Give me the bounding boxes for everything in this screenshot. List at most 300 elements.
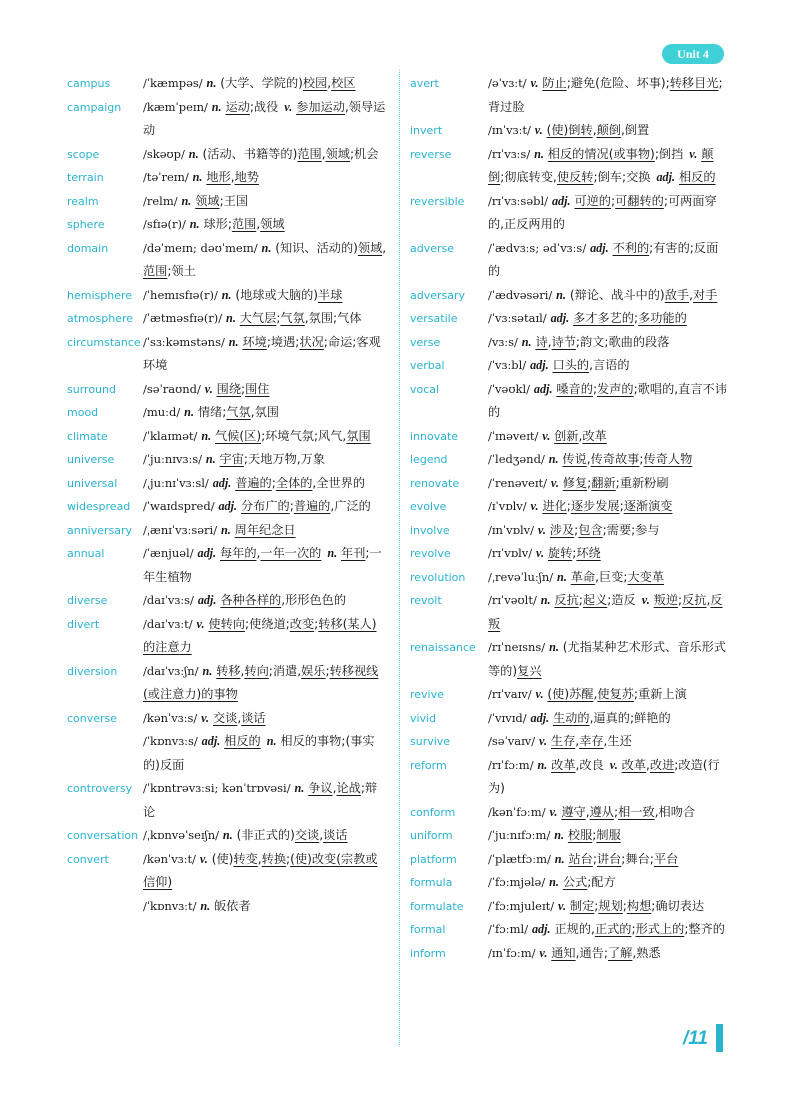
part-of-speech: v. [530, 76, 539, 90]
part-of-speech: n. [549, 875, 559, 889]
vocab-entry [410, 542, 727, 566]
part-of-speech: v. [558, 898, 567, 913]
meaning-text: ,巨变; [595, 569, 628, 584]
key-meaning: 诗节 [551, 334, 576, 349]
headword: reverse [410, 147, 452, 161]
part-of-speech: n. [556, 287, 566, 302]
definition [488, 707, 727, 731]
definition [488, 354, 727, 378]
part-of-speech: n. [228, 334, 239, 349]
vocab-entry [67, 589, 388, 613]
meaning-text: ;战役 [249, 99, 279, 114]
definition [143, 542, 388, 589]
key-meaning: 反抗 [682, 593, 707, 607]
definition [488, 871, 727, 895]
definition [488, 190, 727, 237]
key-meaning: 复兴 [517, 663, 542, 678]
meaning-text: ;机会 [349, 146, 379, 161]
meaning-text: ,改良 [575, 757, 604, 772]
key-meaning: 逐步发展 [570, 499, 620, 513]
vocab-entry [410, 895, 727, 919]
meaning-text: ;避免(危险、坏事); [566, 76, 670, 90]
headword: campus [67, 77, 111, 90]
part-of-speech: v. [196, 616, 205, 631]
phonetic: /daɪˈvɜːs/ [143, 593, 194, 607]
headword: domain [67, 241, 109, 255]
part-of-speech: n. [327, 546, 338, 560]
meaning-text: , [319, 828, 324, 842]
phonetic: /ˌjuːnɪˈvɜːsl/ [143, 475, 209, 490]
key-meaning: 半球 [318, 287, 343, 302]
phonetic: /rɪˈneɪsns/ [488, 640, 546, 654]
phonetic: /səˈvaɪv/ [488, 734, 536, 748]
headword: renaissance [410, 641, 476, 654]
phonetic: /ˌrevəˈluːʃn/ [488, 569, 554, 584]
meaning-text: , [646, 757, 650, 772]
phonetic: /rɪˈvɜːs/ [488, 146, 531, 161]
definition [488, 72, 727, 119]
part-of-speech: n. [548, 452, 559, 466]
meaning-text: , [230, 170, 235, 184]
key-meaning: 气候(区) [215, 428, 262, 443]
key-meaning: 环绕 [576, 546, 601, 560]
vocab-entry [67, 378, 388, 402]
phonetic: /ɪnˈfɔːm/ [488, 945, 536, 960]
headword: inform [410, 946, 446, 960]
definition [488, 730, 727, 754]
key-meaning: 转移目光 [669, 76, 719, 90]
key-meaning: 制服 [596, 828, 621, 842]
key-meaning: 旋转 [547, 546, 573, 560]
key-meaning: 平台 [653, 851, 679, 866]
meaning-text: ; [241, 381, 246, 396]
meaning-text: 皈依者 [214, 898, 251, 913]
headword: anniversary [67, 523, 133, 537]
meaning-text: ,全世界的 [312, 475, 366, 490]
headword: atmosphere [67, 312, 133, 325]
key-meaning: 气氛 [280, 311, 305, 325]
part-of-speech: n. [534, 146, 544, 161]
meaning-text: ;重新上演 [633, 687, 687, 701]
key-meaning: 遵从 [589, 804, 614, 819]
phonetic: /ˈætməsfɪə(r)/ [143, 311, 223, 325]
part-of-speech: adj. [551, 193, 571, 208]
definition [143, 166, 388, 190]
key-meaning: 起义 [582, 593, 608, 607]
meaning-text: , [327, 76, 332, 90]
key-meaning: 涉及 [549, 522, 575, 537]
phonetic: /ˌænɪˈvɜːsəri/ [143, 522, 218, 537]
part-of-speech: n. [188, 146, 199, 161]
key-meaning: 幸存 [579, 734, 604, 748]
key-meaning: 了解 [607, 945, 633, 960]
definition [488, 307, 727, 331]
key-meaning: 遵守 [561, 804, 586, 819]
key-meaning: 使反转 [556, 170, 594, 184]
vocab-entry [67, 660, 388, 707]
key-meaning: 改革 [551, 757, 576, 772]
meaning-text: ; [619, 499, 624, 513]
definition [488, 448, 727, 472]
meaning-text: 正规的, [554, 922, 595, 936]
definition [488, 425, 727, 449]
headword: surround [67, 382, 116, 396]
vocab-entry [410, 707, 727, 731]
headword: climate [67, 429, 108, 443]
vocab-entry [410, 190, 727, 237]
meaning-text: ;重新粉刷 [615, 475, 669, 490]
key-meaning: 大变革 [627, 569, 665, 584]
definition [488, 566, 727, 590]
vocab-entry [410, 472, 727, 496]
headword: vivid [410, 711, 437, 725]
definition [488, 331, 727, 355]
vocab-entry [67, 72, 388, 96]
key-meaning: 分布广的 [240, 499, 290, 513]
key-meaning: 论战 [336, 781, 361, 795]
meaning-text: ,相吻合 [654, 804, 696, 819]
right-column [410, 72, 727, 965]
key-meaning: 范围 [143, 264, 168, 278]
key-meaning: 转移视线(或注意力)的事物 [143, 663, 379, 701]
definition [488, 119, 727, 143]
phonetic: /ˈfɔːmjuleɪt/ [488, 898, 555, 913]
definition [143, 378, 388, 402]
meaning-text: (非正式的) [236, 828, 295, 842]
meaning-text: , [586, 452, 591, 466]
phonetic: /kæmˈpeɪn/ [143, 99, 208, 114]
key-meaning: 校园 [302, 76, 328, 90]
headword: convert [67, 852, 109, 866]
headword: universal [67, 476, 118, 490]
part-of-speech: v. [609, 757, 618, 772]
definition [488, 495, 727, 519]
key-meaning: 反叛 [488, 593, 723, 631]
key-meaning: 普遍的 [293, 499, 331, 513]
part-of-speech: n. [201, 428, 212, 443]
meaning-text: ;倒车;交换 [593, 170, 651, 184]
vocab-entry [410, 730, 727, 754]
key-meaning: 传说 [562, 452, 587, 466]
meaning-text: ;需要;参与 [602, 522, 660, 537]
headword: mood [67, 406, 99, 419]
meaning-text: (辩论、战斗中的) [569, 287, 665, 302]
key-meaning: 改革 [582, 428, 607, 443]
headword: controversy [67, 782, 133, 795]
definition [143, 660, 388, 707]
key-meaning: 多功能的 [638, 311, 687, 325]
meaning-text: ;天地万物,万象 [243, 452, 326, 466]
headword: campaign [67, 100, 122, 114]
phonetic: /vɜːs/ [488, 334, 518, 349]
key-meaning: 进化 [542, 499, 567, 513]
key-meaning: 范围 [297, 146, 322, 161]
unit-badge: Unit 4 [662, 44, 724, 64]
part-of-speech: n. [189, 217, 200, 231]
phonetic: /ˈkɒnvɜːs/ [143, 734, 198, 748]
headword: adverse [410, 241, 455, 255]
part-of-speech: n. [181, 193, 192, 208]
key-meaning: 包含 [578, 522, 603, 537]
vocab-entry [410, 801, 727, 825]
part-of-speech: adj. [218, 499, 238, 513]
key-meaning: 修复 [562, 475, 588, 490]
meaning-text: (地球或大脑的) [235, 287, 319, 302]
definition [143, 519, 388, 543]
definition [488, 519, 727, 543]
definition [488, 237, 727, 284]
part-of-speech: adj. [530, 710, 550, 725]
vocab-entry [67, 777, 388, 824]
vocab-entry [410, 378, 727, 425]
meaning-text: ; [325, 663, 330, 678]
vocab-entry [410, 519, 727, 543]
headword: survive [410, 735, 451, 748]
headword: hemisphere [67, 288, 133, 302]
key-meaning: 使转向 [208, 616, 245, 631]
key-meaning: 氛围 [346, 428, 371, 443]
definition [488, 589, 727, 636]
meaning-text: (使) [211, 851, 234, 866]
meaning-text: ;使绕道; [244, 616, 290, 631]
meaning-text: , [382, 240, 387, 255]
headword: revolt [410, 594, 442, 607]
key-meaning: 气氛 [226, 405, 251, 419]
phonetic: /muːd/ [143, 405, 181, 419]
meaning-text: ; [631, 922, 636, 936]
key-meaning: 使复苏 [597, 687, 634, 701]
part-of-speech: v. [530, 499, 539, 513]
meaning-text: ; [592, 851, 597, 866]
vocab-entry [67, 824, 388, 848]
vocab-entry [67, 707, 388, 731]
meaning-text: ; [678, 593, 683, 607]
phonetic: /ˈjuːnɪvɜːs/ [143, 452, 202, 466]
part-of-speech: n. [192, 170, 203, 184]
key-meaning: 叛逆 [653, 593, 679, 607]
part-of-speech: n. [200, 898, 211, 913]
meaning-text: ; [566, 499, 571, 513]
vocab-entry [410, 354, 727, 378]
headword: revive [410, 688, 444, 701]
vocab-entry [410, 683, 727, 707]
key-meaning: 传奇故事 [590, 452, 640, 466]
key-meaning: 可逆的 [574, 193, 611, 208]
definition [143, 401, 388, 425]
meaning-text: , [240, 663, 245, 678]
meaning-text: ;王国 [219, 193, 249, 208]
part-of-speech: v. [535, 687, 544, 701]
key-meaning: 地势 [234, 170, 259, 184]
phonetic: /ˈhemɪsfɪə(r)/ [143, 287, 218, 302]
vocab-entry [67, 895, 388, 919]
meaning-text: ;领土 [167, 264, 196, 278]
definition [488, 801, 727, 825]
meaning-text: , [578, 428, 583, 443]
phonetic: /ˈplætfɔːm/ [488, 851, 551, 866]
part-of-speech: v. [689, 146, 698, 161]
meaning-text: ; [634, 311, 639, 325]
definition [488, 824, 727, 848]
vocab-entry [67, 190, 388, 214]
vocab-entry [67, 472, 388, 496]
phonetic: /daɪˈvɜːt/ [143, 616, 193, 631]
meaning-text: , [689, 287, 693, 302]
phonetic: /rɪˈfɔːm/ [488, 757, 534, 772]
headword: circumstance [67, 335, 141, 349]
definition [143, 730, 388, 777]
meaning-text: (知识、活动的) [275, 240, 358, 255]
meaning-text: , [256, 546, 261, 560]
phonetic: /rɪˈvɜːsəbl/ [488, 193, 549, 208]
headword: conform [410, 805, 456, 819]
key-meaning: 参加运动 [296, 99, 345, 114]
definition [488, 918, 727, 942]
key-meaning: 各种各样的 [220, 593, 282, 607]
meaning-text: (尤指某种艺术形式、音乐形式等的) [488, 640, 726, 678]
meaning-text: , [706, 593, 711, 607]
phonetic: /ˈfɔːmjələ/ [488, 875, 546, 889]
meaning-text: ,氛围 [250, 405, 279, 419]
definition [143, 448, 388, 472]
meaning-text: , [256, 217, 261, 231]
headword: vocal [410, 382, 440, 396]
part-of-speech: n. [205, 452, 216, 466]
headword: involve [410, 523, 450, 537]
part-of-speech: v. [201, 710, 210, 725]
key-meaning: 逐渐演变 [623, 499, 673, 513]
part-of-speech: v. [534, 123, 543, 137]
meaning-text: ;舞台; [621, 851, 654, 866]
meaning-text: , [592, 123, 597, 137]
meaning-text: ; [613, 804, 619, 819]
key-meaning: 诗 [535, 334, 548, 349]
meaning-text: ;消遣, [268, 663, 302, 678]
vocab-entry [67, 425, 388, 449]
definition [143, 237, 388, 284]
key-meaning: 生动的 [553, 710, 590, 725]
vocab-entry [67, 730, 388, 777]
meaning-text: ; [622, 898, 627, 913]
phonetic: /kənˈvɜːs/ [143, 710, 198, 725]
key-meaning: 谈话 [241, 710, 266, 725]
meaning-text: ; [611, 193, 616, 208]
meaning-text: 球形; [203, 217, 232, 231]
key-meaning: 公式 [562, 875, 588, 889]
headword: diversion [67, 664, 118, 678]
part-of-speech: n. [521, 334, 532, 349]
key-meaning: 多才多艺的 [573, 311, 634, 325]
part-of-speech: v. [550, 475, 559, 490]
definition [143, 213, 388, 237]
meaning-text: ;一年生植物 [143, 546, 382, 584]
key-meaning: 相反的 [224, 734, 261, 748]
part-of-speech: adj. [533, 381, 553, 396]
part-of-speech: n. [226, 311, 236, 325]
key-meaning: 改革 [621, 757, 647, 772]
vocab-entry [67, 307, 388, 331]
key-meaning: 生存 [550, 734, 576, 748]
vocab-entry [410, 942, 727, 966]
vocab-entry [410, 143, 727, 190]
key-meaning: 转移 [216, 663, 241, 678]
vocab-entry [410, 754, 727, 801]
part-of-speech: n. [540, 593, 551, 607]
vocab-entry [410, 72, 727, 119]
meaning-text: ; [592, 828, 597, 842]
key-meaning: 不利的 [612, 240, 650, 255]
meaning-text: ,通告; [575, 945, 608, 960]
definition [143, 495, 388, 519]
definition [143, 472, 388, 496]
meaning-text: ,形形色色的 [281, 593, 347, 607]
key-meaning: 传奇人物 [643, 452, 693, 466]
definition [143, 331, 388, 378]
definition [488, 895, 727, 919]
key-meaning: 可翻转的 [615, 193, 664, 208]
key-meaning: 地形 [206, 170, 231, 184]
phonetic: /ˈvəʊkl/ [488, 381, 530, 396]
definition [143, 707, 388, 731]
meaning-text: ;歌唱的,直言不讳的 [488, 381, 727, 419]
headword: verse [410, 335, 441, 349]
headword: diverse [67, 594, 108, 607]
part-of-speech: n. [554, 851, 565, 866]
meaning-text: ;整齐的 [684, 922, 725, 936]
key-meaning: 创新 [554, 428, 579, 443]
key-meaning: 转换 [261, 851, 287, 866]
meaning-text: , [321, 146, 326, 161]
phonetic: /ˈɪnəveɪt/ [488, 428, 539, 443]
key-meaning: 范围 [231, 217, 257, 231]
headword: reversible [410, 194, 465, 208]
key-meaning: 年刊 [341, 546, 366, 560]
vocab-entry [67, 401, 388, 425]
part-of-speech: v. [641, 593, 650, 607]
definition [143, 143, 388, 167]
phonetic: /ˈrenəveɪt/ [488, 475, 548, 490]
headword: scope [67, 147, 100, 161]
key-meaning: 领域 [195, 193, 220, 208]
key-meaning: 改进 [649, 757, 675, 772]
meaning-text: , [585, 804, 590, 819]
definition [143, 895, 388, 919]
meaning-text: ;境遇; [266, 334, 300, 349]
headword: formal [410, 923, 446, 936]
phonetic: /skəʊp/ [143, 146, 185, 161]
key-meaning: 发声的 [597, 381, 634, 396]
meaning-text: ,领导运动 [143, 99, 386, 137]
part-of-speech: n. [184, 405, 194, 419]
phonetic: /ˈvɜːsətaɪl/ [488, 311, 547, 325]
key-meaning: 运动 [225, 99, 250, 114]
key-meaning: 一年一次的 [260, 546, 322, 560]
phonetic: /ˈsɜːkəmstəns/ [143, 334, 225, 349]
phonetic: /ˈkɒnvɜːt/ [143, 898, 197, 913]
vocab-entry [410, 589, 727, 636]
definition [488, 636, 727, 683]
vocab-entry [67, 331, 388, 378]
key-meaning: 相一致 [618, 804, 655, 819]
part-of-speech: n. [220, 522, 231, 537]
key-meaning: 通知 [551, 945, 576, 960]
vocab-entry [410, 824, 727, 848]
key-meaning: 周年纪念日 [234, 522, 296, 537]
vocab-entry [67, 613, 388, 660]
meaning-text: , [547, 334, 552, 349]
meaning-text: , [332, 781, 337, 795]
meaning-text: ; [289, 499, 294, 513]
